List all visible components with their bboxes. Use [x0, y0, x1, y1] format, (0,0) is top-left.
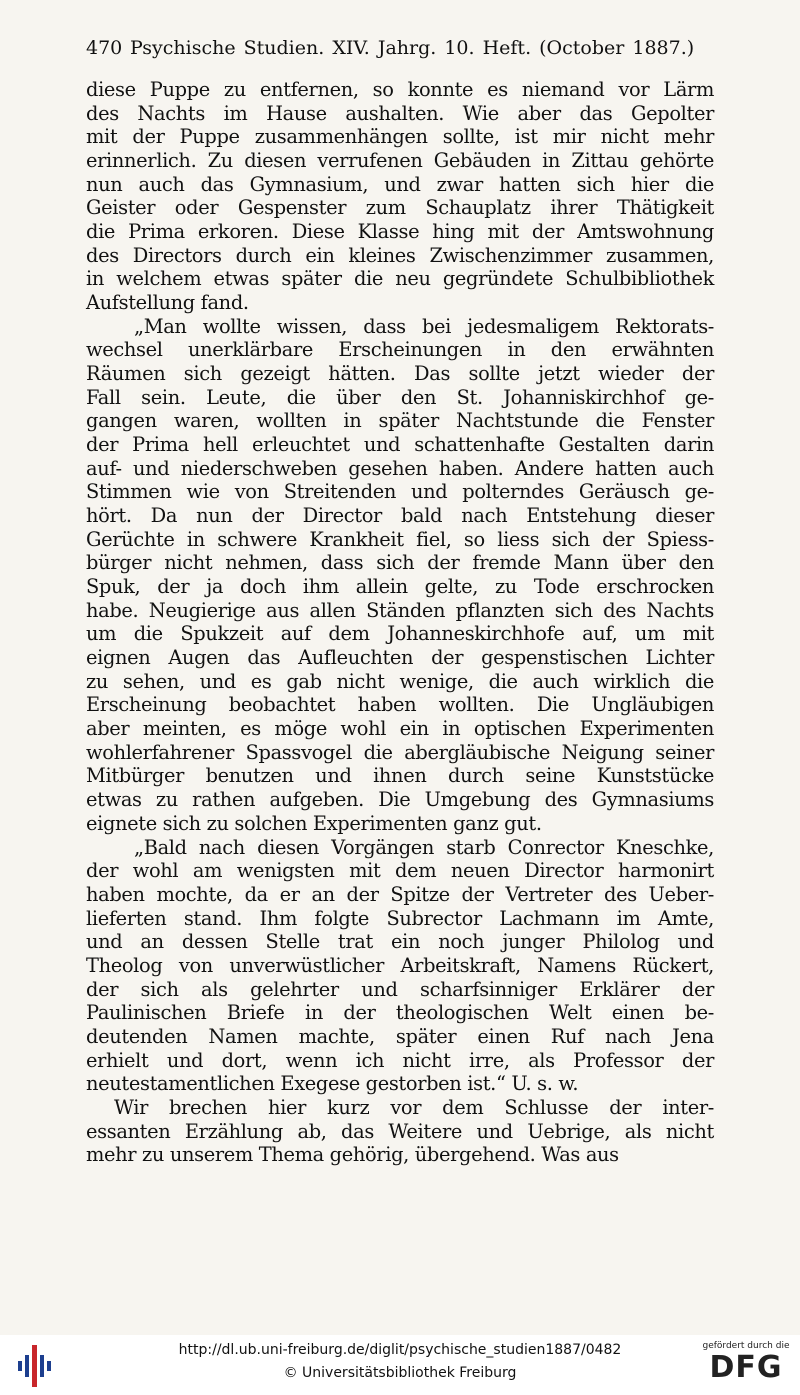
text-line: des Directors durch ein kleines Zwischenzimmer zusammen,: [86, 243, 714, 267]
text-line: essanten Erzählung ab, das Weitere und Uebrige, als nicht: [86, 1119, 714, 1143]
text-line: „Man wollte wissen, dass bei jedesmaligem Rektorats-: [134, 314, 714, 338]
text-line: lieferten stand. Ihm folgte Subrector Lachmann im Amte,: [86, 906, 714, 930]
text-line: um die Spukzeit auf dem Johanneskirchhofe auf, um mit: [86, 622, 714, 646]
dfg-caption: gefördert durch die: [702, 1341, 790, 1351]
text-line: erinnerlich. Zu diesen verrufenen Gebäuden in Zittau gehörte: [86, 149, 714, 173]
footer-bar: [0, 1335, 800, 1395]
text-line: eignete sich zu solchen Experimenten ganz gut.: [86, 811, 542, 835]
text-line: Stimmen wie von Streitenden und polterndes Geräusch ge-: [86, 480, 714, 504]
text-line: nun auch das Gymnasium, und zwar hatten sich hier die: [86, 172, 714, 196]
text-line: Mitbürger benutzen und ihnen durch seine Kunststücke: [86, 764, 714, 788]
text-line: zu sehen, und es gab nicht wenige, die auch wirklich die: [86, 669, 714, 693]
text-line: Erscheinung beobachtet haben wollten. Die Ungläubigen: [86, 693, 714, 717]
text-line: die Prima erkoren. Diese Klasse hing mit der Amtswohnung: [86, 220, 714, 244]
copyright-notice: © Universitätsbibliothek Freiburg: [283, 1365, 517, 1381]
text-line: der Prima hell erleuchtet und schattenhafte Gestalten darin: [86, 433, 714, 457]
text-line: erhielt und dort, wenn ich nicht irre, als Professor der: [86, 1048, 714, 1072]
text-line: auf- und niederschweben gesehen haben. Andere hatten auch: [86, 456, 714, 480]
text-line: Paulinischen Briefe in der theologischen Welt einen be-: [86, 1001, 714, 1025]
text-line: in welchem etwas später die neu gegründete Schulbibliothek: [86, 267, 714, 291]
text-line: neutestamentlichen Exegese gestorben ist.“ U. s. w.: [86, 1072, 579, 1096]
text-line: Geister oder Gespenster zum Schauplatz ihrer Thätigkeit: [86, 196, 714, 220]
text-line: der sich als gelehrter und scharfsinniger Erklärer der: [86, 977, 714, 1001]
text-line: und an dessen Stelle trat ein noch junger Philolog und: [86, 930, 714, 954]
text-line: habe. Neugierige aus allen Ständen pflanzten sich des Nachts: [86, 598, 714, 622]
text-line: mit der Puppe zusammenhängen sollte, ist mir nicht mehr: [86, 125, 714, 149]
text-line: eignen Augen das Aufleuchten der gespenstischen Lichter: [86, 646, 714, 670]
text-line: mehr zu unserem Thema gehörig, übergehend. Was aus: [86, 1143, 619, 1167]
text-line: aber meinten, es möge wohl ein in optischen Experimenten: [86, 717, 714, 741]
text-line: Wir brechen hier kurz vor dem Schlusse der inter-: [114, 1095, 714, 1119]
text-line: wohlerfahrener Spassvogel die abergläubische Neigung seiner: [86, 740, 714, 764]
text-line: wechsel unerklärbare Erscheinungen in den erwähnten: [86, 338, 714, 362]
text-line: Spuk, der ja doch ihm allein gelte, zu Tode erschrocken: [86, 575, 714, 599]
text-line: Fall sein. Leute, die über den St. Johanniskirchhof ge-: [86, 385, 714, 409]
text-line: der wohl am wenigsten mit dem neuen Director harmonirt: [86, 859, 714, 883]
text-line: haben mochte, da er an der Spitze der Vertreter des Ueber-: [86, 882, 714, 906]
text-line: etwas zu rathen aufgeben. Die Umgebung des Gymnasiums: [86, 788, 714, 812]
source-url-link[interactable]: http://dl.ub.uni-freiburg.de/diglit/psychische_studien1887/0482: [178, 1342, 622, 1358]
text-line: Aufstellung fand.: [86, 291, 249, 315]
dfg-logo-icon: [700, 1341, 792, 1389]
text-line: Theolog von unverwüstlicher Arbeitskraft, Namens Rückert,: [86, 953, 714, 977]
text-line: deutenden Namen machte, später einen Ruf nach Jena: [86, 1024, 714, 1048]
text-line: „Bald nach diesen Vorgängen starb Conrector Kneschke,: [134, 835, 714, 859]
dfg-logo-text: DFG: [709, 1350, 783, 1385]
ub-freiburg-logo-icon: [18, 1345, 54, 1387]
running-header: [86, 37, 716, 65]
text-line: Räumen sich gezeigt hätten. Das sollte jetzt wieder der: [86, 362, 714, 386]
text-line: diese Puppe zu entfernen, so konnte es niemand vor Lärm: [86, 78, 714, 101]
text-line: Gerüchte in schwere Krankheit fiel, so liess sich der Spiess-: [86, 527, 714, 551]
text-line: gangen waren, wollten in später Nachtstunde die Fenster: [86, 409, 714, 433]
page-number: 470: [86, 37, 123, 59]
body-text: [86, 78, 714, 1167]
running-title: Psychische Studien. XIV. Jahrg. 10. Heft. (October 1887.): [130, 37, 695, 59]
text-line: des Nachts im Hause aushalten. Wie aber das Gepolter: [86, 101, 714, 125]
text-line: hört. Da nun der Director bald nach Entstehung dieser: [86, 504, 714, 528]
text-line: bürger nicht nehmen, dass sich der fremde Mann über den: [86, 551, 714, 575]
